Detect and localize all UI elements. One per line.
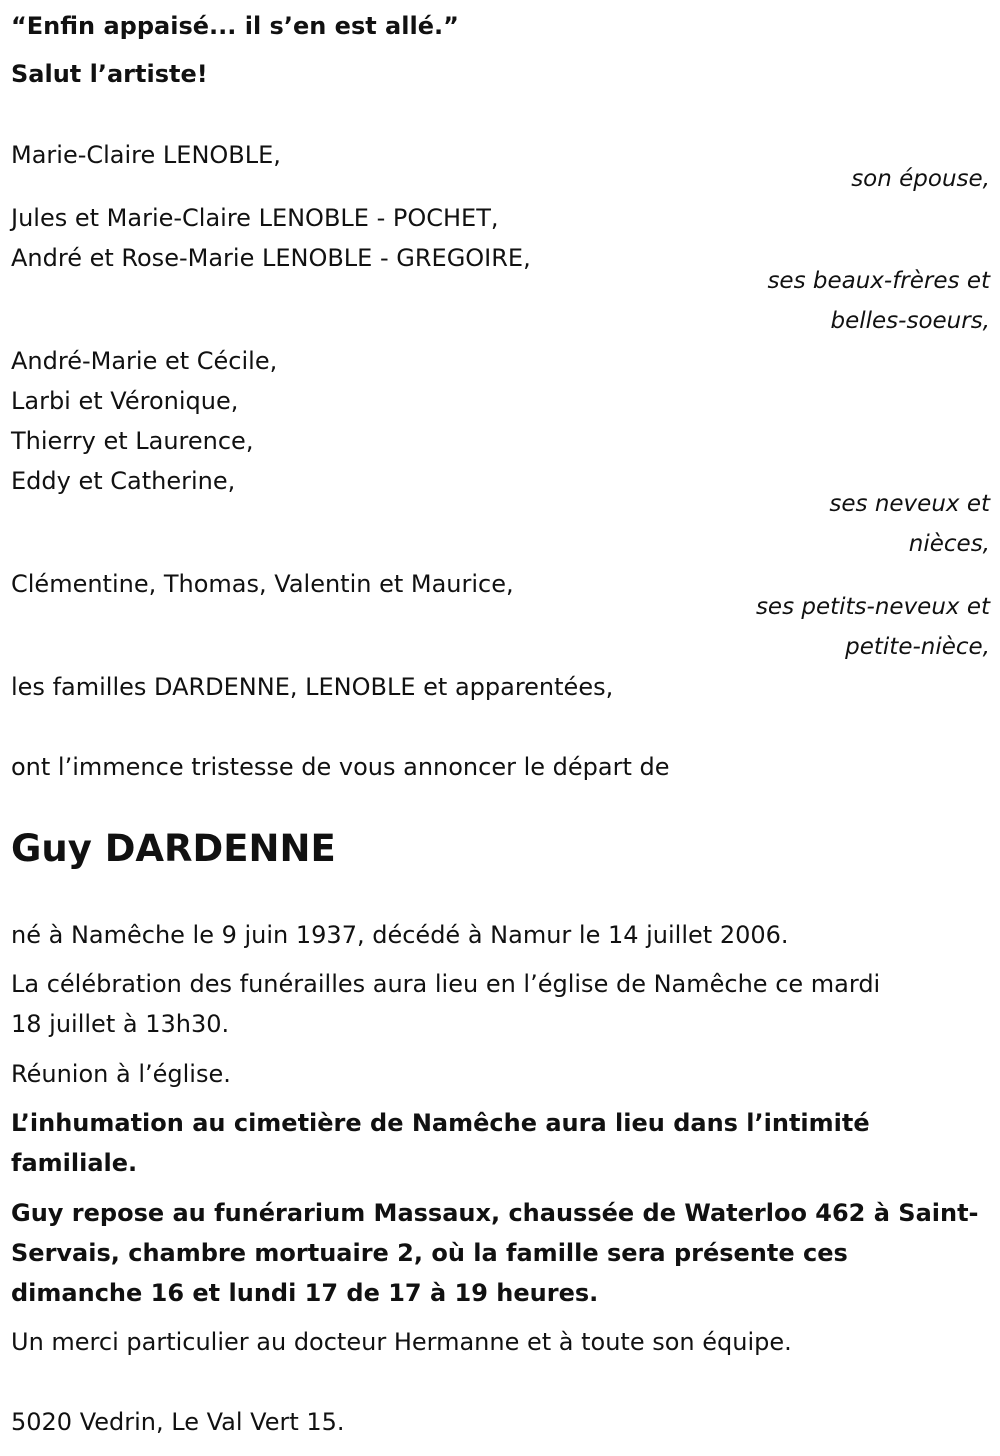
grandnephews: Clémentine, Thomas, Valentin et Maurice,	[11, 570, 514, 598]
nephew-1: André-Marie et Cécile,	[11, 347, 278, 375]
repose-line-1: Guy repose au funérarium Massaux, chaussée de Waterloo 462 à Saint-	[11, 1199, 979, 1227]
inlaws-relation-1: ses beaux-frères et	[767, 268, 990, 294]
grandnephews-relation-1: ses petits-neveux et	[755, 594, 990, 620]
families: les familles DARDENNE, LENOBLE et apparentées,	[11, 673, 614, 701]
nephew-3: Thierry et Laurence,	[11, 427, 254, 455]
repose-line-3: dimanche 16 et lundi 17 de 17 à 19 heures.	[11, 1279, 599, 1307]
inlaw-1: Jules et Marie-Claire LENOBLE - POCHET,	[11, 204, 499, 232]
quote-line-2: Salut l’artiste!	[11, 60, 208, 88]
announcement: ont l’immence tristesse de vous annoncer le départ de	[11, 753, 670, 781]
grandnephews-relation-2: petite-nièce,	[845, 634, 990, 660]
address: 5020 Vedrin, Le Val Vert 15.	[11, 1408, 345, 1436]
thanks: Un merci particulier au docteur Hermanne et à toute son équipe.	[11, 1328, 792, 1356]
repose-line-2: Servais, chambre mortuaire 2, où la famille sera présente ces	[11, 1239, 848, 1267]
nephew-2: Larbi et Véronique,	[11, 387, 239, 415]
inlaws-relation-2: belles-soeurs,	[830, 308, 990, 334]
nephew-4: Eddy et Catherine,	[11, 467, 236, 495]
celebration-line-1: La célébration des funérailles aura lieu en l’église de Namêche ce mardi	[11, 970, 881, 998]
inhumation-line-1: L’inhumation au cimetière de Namêche aura lieu dans l’intimité	[11, 1109, 870, 1137]
nephews-relation-1: ses neveux et	[829, 491, 990, 517]
spouse-relation: son épouse,	[851, 166, 990, 192]
reunion: Réunion à l’église.	[11, 1060, 231, 1088]
deceased-name: Guy DARDENNE	[11, 827, 336, 870]
inlaw-2: André et Rose-Marie LENOBLE - GREGOIRE,	[11, 244, 531, 272]
nephews-relation-2: nièces,	[908, 531, 990, 557]
celebration-line-2: 18 juillet à 13h30.	[11, 1010, 230, 1038]
inhumation-line-2: familiale.	[11, 1149, 138, 1177]
quote-line-1: “Enfin appaisé... il s’en est allé.”	[11, 12, 459, 40]
spouse-name: Marie-Claire LENOBLE,	[11, 141, 281, 169]
birth-death: né à Namêche le 9 juin 1937, décédé à Namur le 14 juillet 2006.	[11, 921, 789, 949]
